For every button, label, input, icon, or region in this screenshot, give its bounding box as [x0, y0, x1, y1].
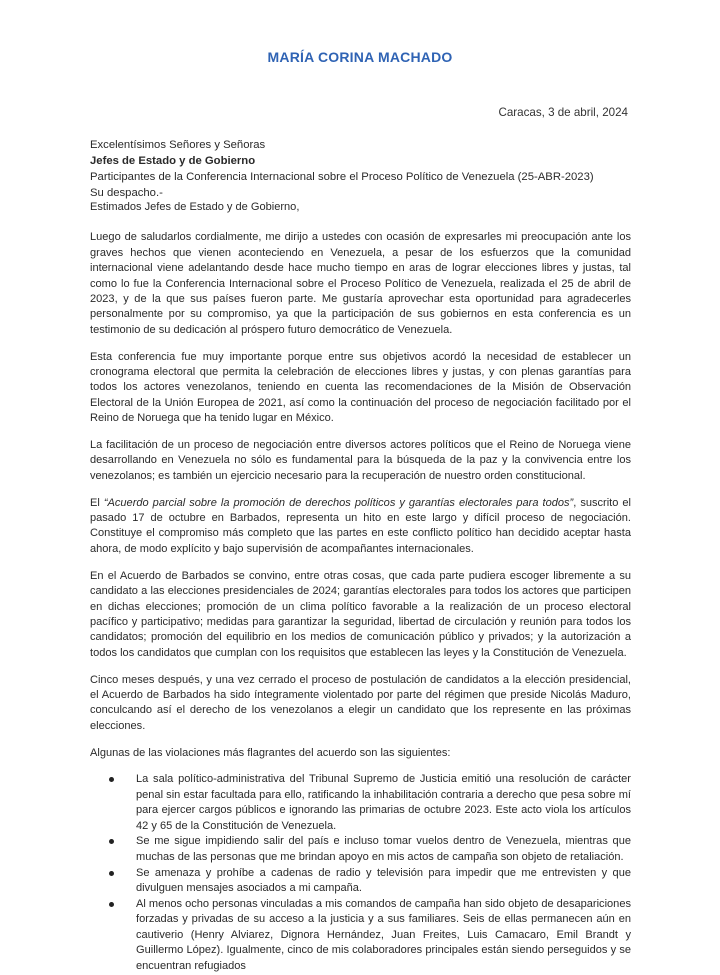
bullet-dot — [109, 871, 114, 876]
list-item — [136, 897, 631, 974]
list-item-text: Se amenaza y prohíbe a cadenas de radio y televisión para impedir que me entrevisten y que divulguen mensajes asociados a mi campaña. — [136, 866, 631, 895]
paragraph-negotiation: La facilitación de un proceso de negociación entre diversos actores políticos que el Reino de Noruega viene desarrollando en Venezuela no sólo es fundamental para la búsqueda de la paz y la convivencia entre los venezolanos; es también un ejercicio necesario para la recuperación de nuestro orden constitucional. — [90, 439, 631, 482]
list-item — [136, 834, 631, 865]
paragraph-barbados-rest: , suscrito el pasado 17 de octubre en Barbados, representa un hito en este largo y difícil proceso de negociación. Constituye el compromiso más completo que las partes en este conflicto político han decidido aceptar hasta ahora, de modo explícito y bajo supervisión de acompañantes internacionales. — [90, 496, 631, 555]
list-item-text: Al menos ocho personas vinculadas a mis comandos de campaña han sido objeto de desapariciones forzadas y privadas de su acceso a la justicia y a sus familiares. Seis de ellas permanecen aún en cautiverio (Henry Alviarez, Dignora Hernández, Juan Freites, Luis Camacaro, Emil Brandt y Guillermo López). Igualmente, cinco de mis colaboradores principales están siendo perseguidos y se encuentran refugiados — [136, 898, 631, 972]
addressee-line-title: Jefes de Estado y de Gobierno — [90, 155, 256, 167]
letter-body — [90, 200, 631, 975]
bullet-dot — [109, 902, 114, 907]
addressee-line-honorific: Excelentísimos Señores y Señoras — [90, 139, 266, 151]
letter-date: Caracas, 3 de abril, 2024 — [498, 106, 628, 119]
addressee-block — [90, 137, 594, 201]
paragraph-violations-intro: Algunas de las violaciones más flagrantes del acuerdo son las siguientes: — [90, 746, 451, 759]
list-item-text: La sala político-administrativa del Tribunal Supremo de Justicia emitió una resolución de carácter penal sin estar facultada para ello, ratificando la inhabilitación contraria a derecho que pesa sobre mí para ejercer cargos públicos e ignorando las primarias de octubre 2023. Este acto viola los artículos 42 y 65 de la Constitución de Venezuela. — [136, 773, 631, 832]
paragraph-greeting: Luego de saludarlos cordialmente, me dirijo a ustedes con ocasión de expresarles mi preocupación ante los graves hechos que vienen aconteciendo en Venezuela, a pesar de los esfuerzos que la comunidad internacional viene adelantando desde hace mucho tiempo en aras de lograr elecciones libres y justas, tal como lo fue la Conferencia Internacional sobre el Proceso Político de Venezuela, realizada el 25 de abril de 2023, y de la que sus países fueron parte. Me gustaría aprovechar esta oportunidad para agradecerles personalmente por su compromiso, ya que la participación de sus gobiernos en esta conferencia es un testimonio de su dedicación al próspero futuro democrático de Venezuela. — [90, 231, 631, 336]
list-item — [136, 772, 631, 834]
paragraph-barbados-prefix: El — [90, 496, 104, 509]
bullet-dot — [109, 839, 114, 844]
list-item-text: Se me sigue impidiendo salir del país e incluso tomar vuelos dentro de Venezuela, mientras que muchas de las personas que me brindan apoyo en mis actos de campaña son objeto de retaliación. — [136, 835, 631, 863]
paragraph-barbados-agreement — [90, 496, 631, 558]
violations-list — [90, 772, 631, 974]
paragraph-agreement-terms: En el Acuerdo de Barbados se convino, entre otras cosas, que cada parte pudiera escoger libremente a su candidato a las elecciones presidenciales de 2024; garantías electorales para todos los actores que participen en dichas elecciones; promoción de un clima político favorable a la realización de un proceso electoral pacífico y participativo; medidas para garantizar la seguridad, libertad de circulación y reunión para todos los candidatos; promoción del equilibrio en los medios de comunicación público y privados; y la autorización a todos los candidatos que cumplan con los requisitos que establecen las leyes y la Constitución de Venezuela. — [90, 569, 631, 659]
addressee-line-participants: Participantes de la Conferencia Internacional sobre el Proceso Político de Venezuela (25-ABR-2023) — [90, 171, 594, 183]
agreement-title: “Acuerdo parcial sobre la promoción de derechos políticos y garantías electorales para todos” — [103, 496, 574, 509]
bullet-dot — [109, 777, 114, 782]
salutation: Estimados Jefes de Estado y de Gobierno, — [90, 201, 300, 213]
paragraph-conference: Esta conferencia fue muy importante porque entre sus objetivos acordó la necesidad de establecer un cronograma electoral que permita la celebración de elecciones libres y justas, y con plenas garantías para todos los actores venezolanos, teniendo en cuenta las recomendaciones de la Misión de Observación Electoral de la Unión Europea de 2021, así como la continuación del proceso de negociación facilitado por el Reino de Noruega que ha tenido lugar en México. — [90, 350, 631, 425]
paragraph-violation: Cinco meses después, y una vez cerrado el proceso de postulación de candidatos a la elección presidencial, el Acuerdo de Barbados ha sido íntegramente violentado por parte del régimen que preside Nicolás Maduro, conculcando así el derecho de los venezolanos a elegir un candidato que los represente en las próximas elecciones. — [90, 673, 631, 732]
addressee-line-despacho: Su despacho.- — [90, 187, 163, 199]
list-item — [136, 866, 631, 897]
letterhead-name: MARÍA CORINA MACHADO — [267, 49, 453, 65]
